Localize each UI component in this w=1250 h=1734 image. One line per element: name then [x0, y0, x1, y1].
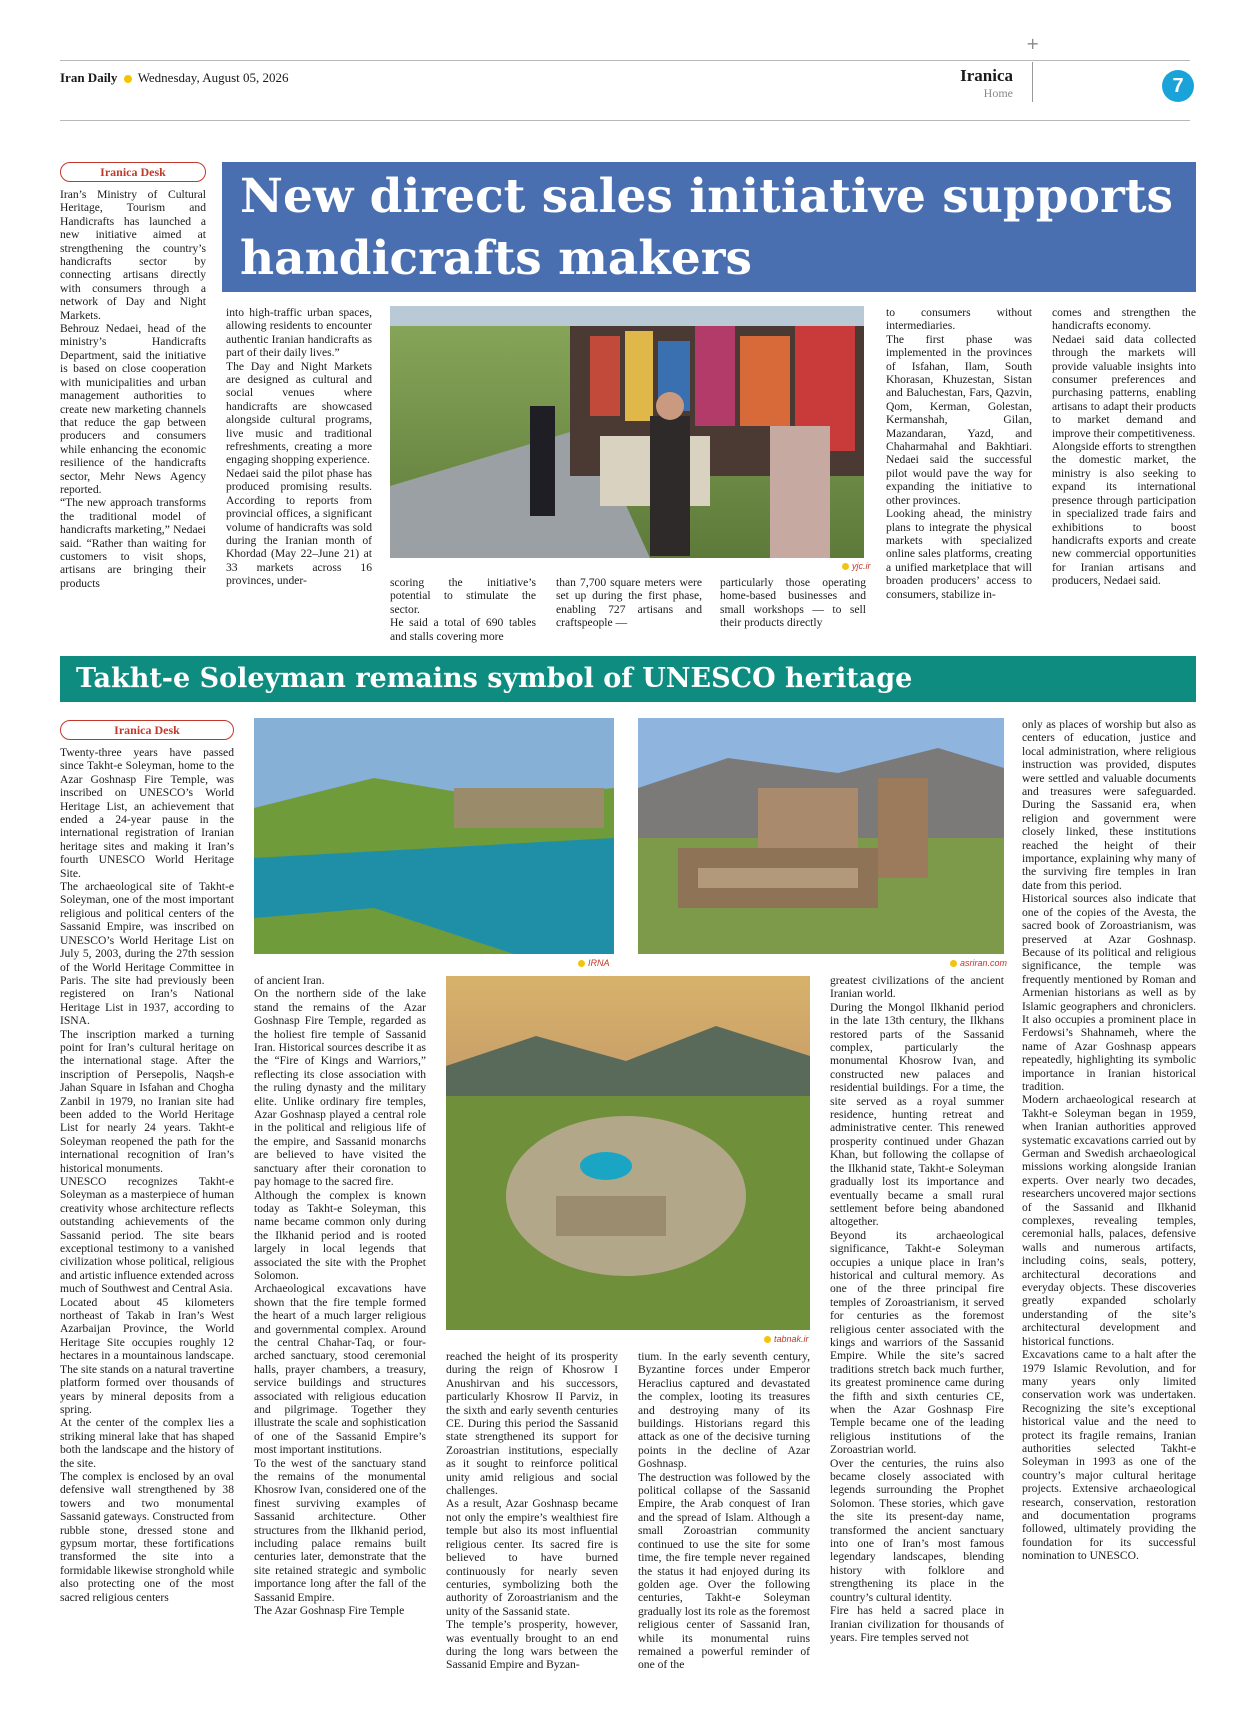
photo-credit	[842, 561, 871, 571]
section-label	[960, 66, 1013, 101]
photo-credit	[764, 1334, 809, 1344]
article1-text: Iran’s Ministry of Cultural Heritage, Tourism and Handicrafts has launched a new initiative aimed at strengthening the country’s handicrafts sector by connecting artisans directly with consumers through a network of Day and Night Markets. Behrouz Nedaei, head of the ministry’s Handicrafts Department, said the initiative is based on close cooperation with municipalities and urban management authorities to create new marketing channels that reduce the gap between producers and consumers while enhancing the economic resilience of the handicrafts sector, Mehr News Agency reported. “The new approach transforms the traditional model of handicrafts marketing,” Nedaei said. “Rather than waiting for customers to visit shops, artisans are bringing their products	[60, 188, 206, 590]
article1-col4	[556, 576, 702, 630]
crop-mark-icon: +	[1026, 34, 1040, 53]
article2-text: greatest civilizations of the ancient Iranian world. During the Mongol Ilkhanid period in the late 13th century, the Ilkhans restored parts of the Sassanid complex, particularly the monumental Khosrow Ivan, and constructed new palaces and residential buildings. For a time, the site served as a royal summer residence, hunting retreat and administrative center. This renewed prosperity continued under Ghazan Khan, but following the collapse of the Ilkhanid state, Takht-e Soleyman gradually lost its importance and eventually became a small rural settlement before being abandoned altogether. Beyond its archaeological significance, Takht-e Soleyman occupies a unique place in Iran’s historical and cultural memory. As one of the three principal fire temples of Zoroastrianism, it served for centuries as the foremost religious center associated with the kings and warriors of the Sassanid Empire. While the site’s sacred traditions stretch back much further, its greatest prominence came during the fifth and sixth centuries CE, when the Azar Goshnasp Fire Temple became one of the leading religious institutions of the Zoroastrian world. Over the centuries, the ruins also became closely associated with legends surrounding the Prophet Solomon. These stories, which gave the site its present-day name, transformed the ancient sanctuary into one of Iran’s most famous legendary landscapes, blending history with folklore and strengthening its place in the country’s cultural identity. Fire has held a sacred place in Iranian civilization for thousands of years. Fire temples served not	[830, 974, 1004, 1644]
article1-col1	[60, 188, 206, 590]
article1-text: comes and strengthen the handicrafts economy. Nedaei said data collected through the markets will provide valuable insights into consumer preferences and purchasing patterns, enabling artisans to adapt their products to market demand and improve their competitiveness. Alongside efforts to strengthen the domestic market, the ministry is also seeking to expand its international presence through participation in specialized trade fairs and exhibitions to boost handicrafts exports and create new commercial opportunities for Iranian artisans and producers, Nedaei said.	[1052, 306, 1196, 588]
article1-col6	[886, 306, 1032, 601]
article2-text: tium. In the early seventh century, Byzantine forces under Emperor Heraclius captured and devastated the complex, looting its treasures and destroying many of its buildings. Historians regard this attack as one of the decisive turning points in the decline of Azar Goshnasp. The destruction was followed by the political collapse of the Sassanid Empire, the Arab conquest of Iran and the spread of Islam. Although a small Zoroastrian community continued to use the site for some time, the fire temple never regained the status it had enjoyed during its golden age. Over the following centuries, Takht-e Soleyman gradually lost its role as the foremost religious center of Sassanid Iran, while its monumental ruins remained a powerful reminder of one of the	[638, 1350, 810, 1672]
article1-text: into high-traffic urban spaces, allowing residents to encounter authentic Iranian handicrafts as part of their daily lives.” The Day and Night Markets are designed as cultural and social venues where handicrafts are showcased alongside cultural programs, live music and traditional refreshments, creating a more engaging shopping experience. Nedaei said the pilot phase has produced promising results. According to reports from provincial offices, a significant volume of handicrafts was sold during the Iranian month of Khordad (May 22–June 21) at 33 markets across 16 provinces, under-	[226, 306, 372, 588]
article2-text: reached the height of its prosperity during the reign of Khosrow I Anushirvan and his successors, particularly Khosrow II Parviz, in the sixth and early seventh centuries CE. During this period the Sassanid state strengthened its support for Zoroastrian institutions, especially as it sought to reinforce political unity amid religious and social challenges. As a result, Azar Goshnasp became not only the empire’s wealthiest fire temple but also its most influential religious center. Its sacred fire is believed to have burned continuously for nearly seven centuries, symbolizing both the authority of Zoroastrianism and the unity of the Sassanid state. The temple’s prosperity, however, was eventually brought to an end during the long wars between the Sassanid Empire and Byzan-	[446, 1350, 618, 1672]
article2-col1	[60, 746, 234, 1604]
article2-text: of ancient Iran. On the northern side of the lake stand the remains of the Azar Goshnasp Fire Temple, regarded as the holiest fire temple of Sassanid Iran. Historical sources describe it as the “Fire of Kings and Warriors,” reflecting its close association with the ruling dynasty and the military elite. Unlike ordinary fire temples, Azar Goshnasp played a central role in the political and religious life of the empire, and Sassanid monarchs are believed to have visited the sanctuary after their coronation to pay homage to the sacred fire. Although the complex is known today as Takht-e Soleyman, this name became common only during the Ilkhanid period and is rooted largely in local legends that associated the site with the Prophet Solomon. Archaeological excavations have shown that the fire temple formed the heart of a much larger religious and governmental complex. Around the central Chahar-Taq, or four-arched sanctuary, stood ceremonial halls, prayer chambers, a treasury, service buildings and structures associated with religious education and pilgrimage. Together they illustrate the scale and sophistication of one of the Sassanid Empire’s most important institutions. To the west of the sanctuary stand the remains of the monumental Khosrow Ivan, considered one of the finest surviving examples of Sassanid architecture. Other structures from the Ilkhanid period, including palace remains built centuries later, demonstrate that the site retained strategic and symbolic importance long after the fall of the Sassanid Empire. The Azar Goshnasp Fire Temple	[254, 974, 426, 1618]
article1-text: to consumers without intermediaries. The first phase was implemented in the provinces of Isfahan, Ilam, South Khorasan, Khuzestan, Sistan and Baluchestan, Fars, Qazvin, Qom, Kerman, Golestan, Kermanshah, Gilan, Mazandaran, Yazd, and Chaharmahal and Bakhtiari. Nedaei said the successful pilot would pave the way for expanding the initiative to other provinces. Looking ahead, the ministry plans to integrate the physical markets with specialized online sales platforms, creating a unified marketplace that will broaden producers’ access to consumers, stabilize in-	[886, 306, 1032, 601]
article2-col5	[830, 974, 1004, 1644]
desk-label: Iranica Desk	[60, 720, 234, 740]
article1-text: particularly those operating home-based businesses and small workshops — to sell their products directly	[720, 576, 866, 630]
headline-article2: Takht-e Soleyman remains symbol of UNESCO heritage	[60, 656, 1196, 702]
ruins-photo	[638, 718, 1004, 954]
subsection-name: Home	[983, 86, 1013, 100]
article1-text: than 7,700 square meters were set up during the first phase, enabling 727 artisans and craftspeople —	[556, 576, 702, 630]
article2-col6	[1022, 718, 1196, 1563]
credit-text: tabnak.ir	[774, 1334, 809, 1344]
credit-dot-icon	[842, 563, 849, 570]
article1-col2	[226, 306, 372, 588]
section-divider	[1032, 62, 1033, 102]
article2-text: only as places of worship but also as centers of education, justice and local administration, where religious instruction was provided, disputes were settled and valuable documents and treasures were safeguarded. During the Sassanid era, when religion and government were closely linked, these institutions reached the height of their importance, explaining why many of the surviving fire temples in Iran date from this period. Historical sources also indicate that one of the copies of the Avesta, the sacred book of Zoroastrianism, was preserved at Azar Goshnasp. Because of its political and religious significance, the temple was frequently mentioned by Roman and Armenian historians as well as by Islamic geographers and chroniclers. It also occupies a prominent place in Ferdowsi’s Shahnameh, where the name of Azar Goshnasp appears repeatedly, highlighting its symbolic importance in Iranian historical tradition. Modern archaeological research at Takht-e Soleyman began in 1959, when Iranian authorities approved systematic excavations carried out by German and Swedish archaeological missions working alongside Iranian experts. Over nearly two decades, researchers uncovered major sections of the Sassanid and Ilkhanid complexes, revealing temples, ceremonial halls, palaces, defensive walls and numerous artifacts, including coins, seals, pottery, architectural decorations and everyday objects. These discoveries greatly expanded scholarly understanding of the site’s architectural development and historical functions. Excavations came to a halt after the 1979 Islamic Revolution, and for many years only limited conservation work was undertaken. Recognizing the site’s exceptional historical value and the need to protect its fragile remains, Iranian authorities selected Takht-e Soleyman in 1993 as one of the country’s major cultural heritage projects. Extensive archaeological research, conservation, restoration and documentation programs followed, ultimately providing the foundation for its successful nomination to UNESCO.	[1022, 718, 1196, 1563]
article1-text: scoring the initiative’s potential to stimulate the sector. He said a total of 690 tables and stalls covering more	[390, 576, 536, 643]
masthead-left	[60, 70, 289, 86]
credit-dot-icon	[578, 960, 585, 967]
paper-name: Iran Daily	[60, 70, 118, 85]
photo-credit	[578, 958, 610, 968]
market-photo	[390, 306, 864, 558]
credit-text: yjc.ir	[852, 561, 871, 571]
article2-text: Twenty-three years have passed since Takht-e Soleyman, home to the Azar Goshnasp Fire Temple, was inscribed on UNESCO’s World Heritage List, an achievement that ended a 24-year pause in the international registration of Iranian heritage sites and making it Iran’s fourth UNESCO World Heritage Site. The archaeological site of Takht-e Soleyman, one of the most important religious and political centers of the Sassanid Empire, was inscribed on UNESCO’s World Heritage List on July 5, 2003, during the 27th session of the World Heritage Committee in Paris. The site had previously been registered on Iran’s National Heritage List in 1937, according to ISNA. The inscription marked a turning point for Iran’s cultural heritage on the international stage. After the inscription of Persepolis, Naqsh-e Jahan Square in Isfahan and Chogha Zanbil in 1979, no Iranian site had been added to the World Heritage List for nearly 24 years. Takht-e Soleyman reopened the path for the international recognition of Iran’s historical monuments. UNESCO recognizes Takht-e Soleyman as a masterpiece of human creativity whose architecture reflects outstanding achievements of the Sassanid period. The site bears exceptional testimony to a vanished civilization whose political, religious and artistic influence extended across much of Southwest and Central Asia. Located about 45 kilometers northeast of Takab in Iran’s West Azarbaijan Province, the World Heritage Site occupies roughly 12 hectares in a mountainous landscape. The site stands on a natural travertine platform formed over thousands of years by mineral deposits from a spring. At the center of the complex lies a striking mineral lake that has shaped both the landscape and the history of the site. The complex is enclosed by an oval defensive wall strengthened by 38 towers and two monumental Sassanid gateways. Constructed from rubble stone, dressed stone and gypsum mortar, these fortifications transformed the site into a formidable likewise stronghold while also protecting one of the most sacred religious centers	[60, 746, 234, 1604]
section-name: Iranica	[960, 66, 1013, 85]
headline-article1: New direct sales initiative supports handicrafts makers	[222, 162, 1196, 292]
dot-icon	[124, 75, 132, 83]
credit-dot-icon	[764, 1336, 771, 1343]
photo-credit	[950, 958, 1007, 968]
article2-col2	[254, 974, 426, 1618]
page-number-badge: 7	[1162, 70, 1194, 102]
article1-col7	[1052, 306, 1196, 588]
article1-col5	[720, 576, 866, 630]
lake-photo	[254, 718, 614, 954]
desk-label: Iranica Desk	[60, 162, 206, 182]
credit-text: IRNA	[588, 958, 610, 968]
credit-text: asriran.com	[960, 958, 1008, 968]
top-rule	[60, 60, 1190, 61]
credit-dot-icon	[950, 960, 957, 967]
issue-date: Wednesday, August 05, 2026	[137, 70, 289, 85]
article1-col3	[390, 576, 536, 643]
masthead-rule	[60, 120, 1190, 121]
aerial-photo	[446, 976, 810, 1330]
article2-col4	[638, 1350, 810, 1672]
article2-col3	[446, 1350, 618, 1672]
